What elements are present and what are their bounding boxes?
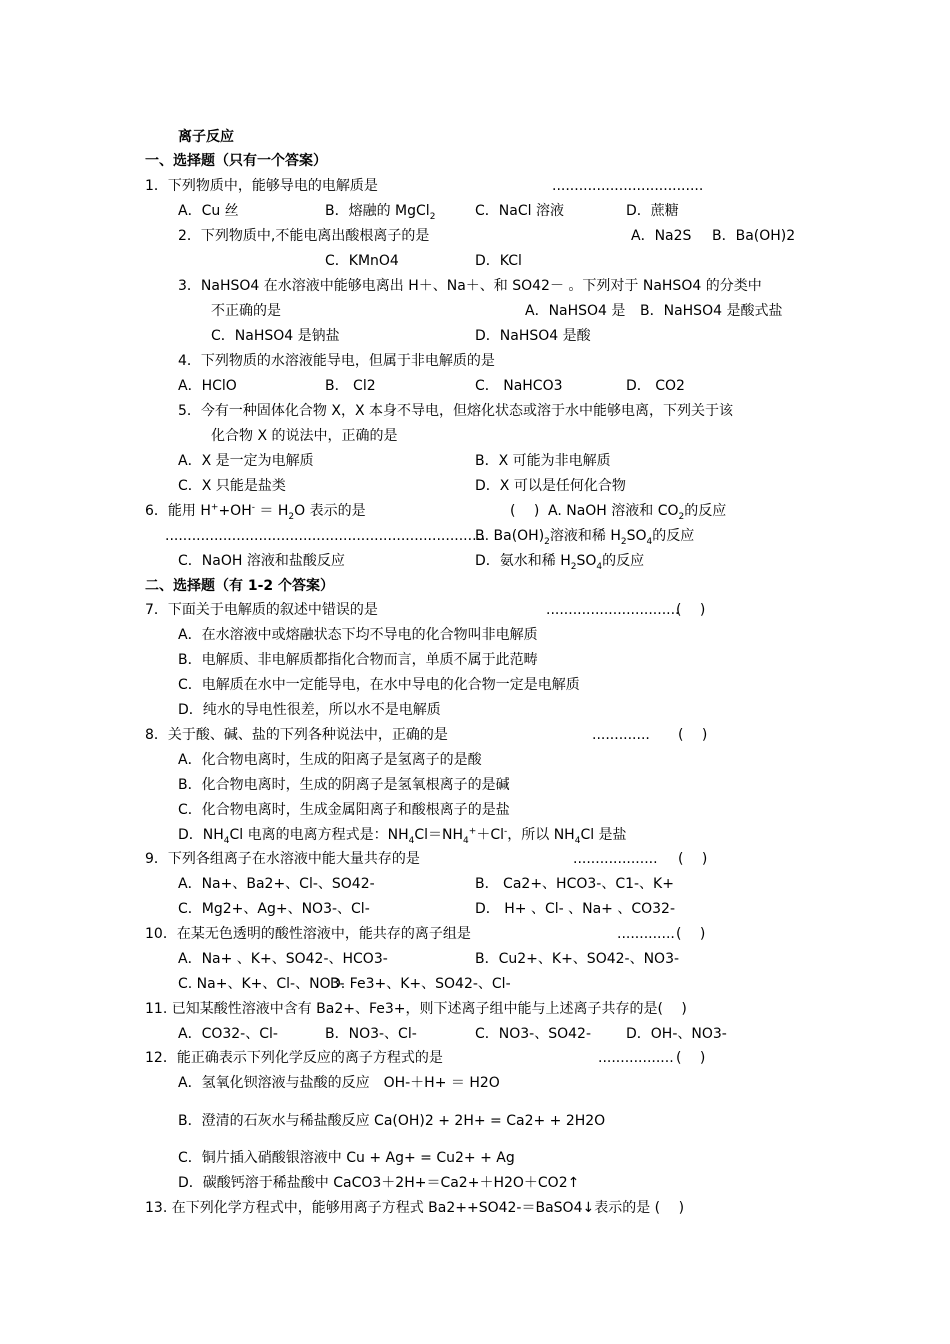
question-5-option-b: B．X 可能为非电解质	[475, 453, 611, 469]
question-8-option-b: B．化合物电离时，生成的阴离子是氢氧根离子的是碱	[178, 777, 510, 793]
question-10-option-a: A．Na+ 、K+、SO42-、HCO3-	[178, 951, 388, 967]
question-5-stem-line2: 化合物 X 的说法中，正确的是	[211, 428, 398, 444]
question-4-option-c: C． NaHCO3	[475, 378, 563, 394]
question-1-option-a: A．Cu 丝	[178, 203, 239, 219]
question-12-stem: 12．能正确表示下列化学反应的离子方程式的是	[145, 1050, 443, 1066]
question-3-stem-line1: 3．NaHSO4 在水溶液中能够电离出 H＋、Na＋、和 SO42－ 。下列对于 NaHSO4 的分类中	[178, 278, 762, 294]
question-6-stem: 6．能用 $H^++OH^- = H_2O$ 表示的是	[145, 502, 366, 522]
question-1-dots: ..................................	[552, 178, 704, 194]
question-9-option-c: C．Mg2+、Ag+、NO3-、Cl-	[178, 901, 370, 917]
question-7-option-d: D．纯水的导电性很差，所以水不是电解质	[178, 702, 441, 718]
question-7-stem: 7．下面关于电解质的叙述中错误的是	[145, 602, 378, 618]
question-12-answer-paren: ( )	[676, 1050, 706, 1066]
question-7-option-a: A．在水溶液中或熔融状态下均不导电的化合物叫非电解质	[178, 627, 538, 643]
question-5-stem-line1: 5．今有一种固体化合物 X，X 本身不导电，但熔化状态或溶于水中能够电离，下列关于该	[178, 403, 733, 419]
question-10-answer-paren: ( )	[676, 926, 706, 942]
question-5-option-c: C．X 只能是盐类	[178, 478, 286, 494]
question-4-stem: 4．下列物质的水溶液能导电，但属于非电解质的是	[178, 353, 495, 369]
question-9-option-a: A．Na+、Ba2+、Cl-、SO42-	[178, 876, 375, 892]
question-12-option-a: A．氢氧化钡溶液与盐酸的反应 OH-＋H+ ＝ H2O	[178, 1075, 500, 1091]
question-9-dots: ...................	[573, 851, 658, 867]
question-8-dots: .............	[592, 727, 650, 743]
question-7-dots: ..............................	[546, 602, 680, 618]
question-6-option-d: D．氨水和稀 $H_2SO_4$的反应	[475, 553, 645, 572]
section-heading-2: 二、选择题（有 1-2 个答案）	[145, 578, 335, 594]
question-8-answer-paren: ( )	[678, 727, 708, 743]
question-1-option-c: C．NaCl 溶液	[475, 203, 564, 219]
question-7-option-b: B．电解质、非电解质都指化合物而言，单质不属于此范畴	[178, 652, 538, 668]
question-11-option-b: B．NO3-、Cl-	[325, 1026, 417, 1042]
question-12-option-c: C．铜片插入硝酸银溶液中 Cu + Ag+ = Cu2+ + Ag	[178, 1150, 515, 1166]
question-3-option-b: B．NaHSO4 是酸式盐	[640, 303, 783, 319]
question-2-option-b: B．Ba(OH)2	[712, 228, 796, 244]
question-6-option-c: C．NaOH 溶液和盐酸反应	[178, 553, 345, 569]
question-13-stem: 13. 在下列化学方程式中，能够用离子方程式 Ba2++SO42-＝BaSO4↓表示的是 ( )	[145, 1200, 685, 1216]
question-3-option-d: D．NaHSO4 是酸	[475, 328, 591, 344]
question-3-option-c: C．NaHSO4 是钠盐	[211, 328, 340, 344]
question-10-stem: 10．在某无色透明的酸性溶液中，能共存的离子组是	[145, 926, 471, 942]
question-3-stem-line2: 不正确的是	[211, 303, 281, 319]
question-1-option-b: B．熔融的 MgCl$_2$	[325, 203, 436, 222]
question-1-option-d: D．蔗糖	[626, 203, 679, 219]
question-4-option-a: A．HClO	[178, 378, 237, 394]
question-12-option-d: D．碳酸钙溶于稀盐酸中 CaCO3＋2H+＝Ca2+＋H2O＋CO2↑	[178, 1175, 580, 1191]
question-2-option-a: A．Na2S	[631, 228, 692, 244]
question-2-option-c: C．KMnO4	[325, 253, 399, 269]
question-2-stem: 2．下列物质中,不能电离出酸根离子的是	[178, 228, 430, 244]
question-5-option-d: D．X 可以是任何化合物	[475, 478, 626, 494]
question-11-option-d: D．OH-、NO3-	[626, 1026, 727, 1042]
question-10-option-d: D. Fe3+、K+、SO42-、Cl-	[330, 976, 511, 992]
question-4-option-b: B． Cl2	[325, 378, 376, 394]
question-8-option-d: D．$NH_4Cl$ 电离的电离方程式是：$NH_4Cl=NH_4^++Cl^-$，所以 $NH_4Cl$ 是盐	[178, 826, 627, 846]
question-11-stem: 11. 已知某酸性溶液中含有 Ba2+、Fe3+，则下述离子组中能与上述离子共存的是( )	[145, 1001, 687, 1017]
document-title: 离子反应	[178, 129, 234, 145]
question-7-answer-paren: ( )	[676, 602, 706, 618]
question-12-dots: .................	[598, 1050, 674, 1066]
question-6-option-b: B. $Ba(OH)_2$溶液和稀 $H_2SO_4$的反应	[475, 528, 695, 547]
question-9-option-b: B． Ca2+、HCO3-、C1-、K+	[475, 876, 674, 892]
question-6-answer-paren: ( )	[510, 503, 540, 519]
question-6-dots: ........................................................................	[165, 528, 486, 544]
question-11-option-c: C．NO3-、SO42-	[475, 1026, 591, 1042]
question-7-option-c: C．电解质在水中一定能导电，在水中导电的化合物一定是电解质	[178, 677, 580, 693]
question-8-stem: 8．关于酸、碱、盐的下列各种说法中，正确的是	[145, 727, 448, 743]
question-9-answer-paren: ( )	[678, 851, 708, 867]
question-8-option-c: C．化合物电离时，生成金属阳离子和酸根离子的是盐	[178, 802, 510, 818]
question-8-option-a: A．化合物电离时，生成的阳离子是氢离子的是酸	[178, 752, 482, 768]
question-12-option-b: B．澄清的石灰水与稀盐酸反应 Ca(OH)2 + 2H+ = Ca2+ + 2H2O	[178, 1113, 606, 1129]
question-10-option-b: B．Cu2+、K+、SO42-、NO3-	[475, 951, 680, 967]
question-5-option-a: A．X 是一定为电解质	[178, 453, 314, 469]
question-10-dots: .............	[617, 926, 675, 942]
question-9-option-d: D． H+ 、Cl- 、Na+ 、CO32-	[475, 901, 675, 917]
question-9-stem: 9．下列各组离子在水溶液中能大量共存的是	[145, 851, 420, 867]
question-11-option-a: A．CO32-、Cl-	[178, 1026, 278, 1042]
question-6-option-a: A. NaOH 溶液和 $CO_2$的反应	[548, 503, 727, 522]
question-3-option-a: A．NaHSO4 是	[525, 303, 626, 319]
section-heading-1: 一、选择题（只有一个答案）	[145, 153, 327, 169]
question-4-option-d: D． CO2	[626, 378, 685, 394]
question-10-option-c: C. Na+、K+、Cl-、NO3-	[178, 976, 345, 992]
question-1-stem: 1．下列物质中，能够导电的电解质是	[145, 178, 378, 194]
question-2-option-d: D．KCl	[475, 253, 522, 269]
